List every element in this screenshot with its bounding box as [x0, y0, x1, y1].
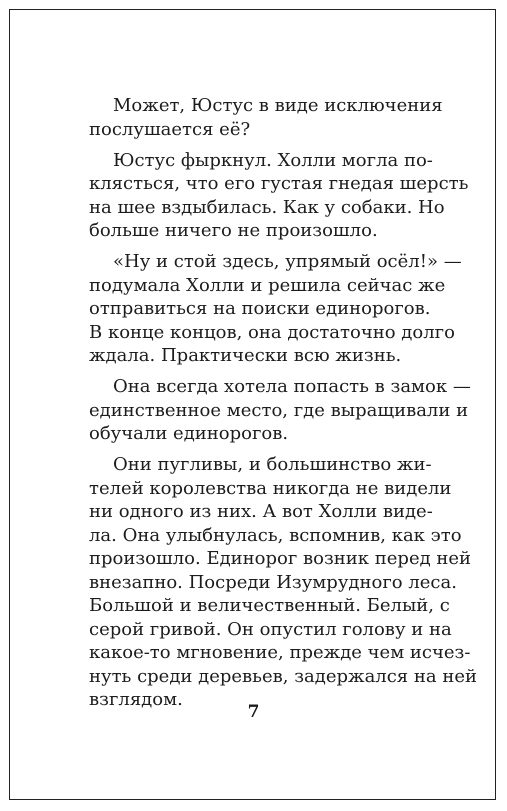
- text-line: внезапно. Посреди Изумрудного леса.: [89, 571, 457, 593]
- text-line: нуть среди деревьев, задержался на ней: [89, 665, 477, 687]
- page-number: 7: [247, 702, 260, 722]
- text-line: ждала. Практически всю жизнь.: [89, 345, 402, 366]
- text-line: послушается её?: [89, 118, 251, 140]
- text-line: Они пугливы, и большинство жи-: [113, 454, 432, 475]
- paragraph-1: [89, 94, 443, 141]
- text-line: телей королевства никогда не видели: [89, 477, 452, 499]
- text-line: «Ну и стой здесь, упрямый осёл!» —: [113, 251, 462, 272]
- text-line: Юстус фыркнул. Холли могла по-: [113, 149, 433, 171]
- text-line: обучали единорогов.: [89, 423, 289, 444]
- page-frame: [9, 9, 496, 800]
- text-line: Она всегда хотела попасть в замок —: [113, 376, 471, 397]
- text-line: Может, Юстус в виде исключения: [113, 95, 443, 116]
- text-line: какое-то мгновение, прежде чем исчез-: [89, 642, 471, 663]
- text-line: клясться, что его густая гнедая шерсть: [89, 173, 469, 194]
- paragraph-5: [89, 453, 477, 712]
- text-line: на шее вздыбилась. Как у собаки. Но: [89, 196, 445, 218]
- text-line: единственное место, где выращивали и: [89, 399, 469, 421]
- body-text: [89, 94, 477, 719]
- text-line: подумала Холли и решила сейчас же: [89, 274, 446, 296]
- text-line: ла. Она улыбнулась, вспомнив, как это: [89, 524, 462, 546]
- text-line: серой гривой. Он опустил голову и на: [89, 618, 452, 640]
- text-line: взглядом.: [89, 689, 183, 710]
- text-line: В конце концов, она достаточно долго: [89, 321, 455, 343]
- text-line: отправиться на поиски единорогов.: [89, 298, 431, 319]
- paragraph-3: [89, 250, 462, 368]
- text-line: произошло. Единорог возник перед ней: [89, 548, 472, 569]
- paragraph-4: [89, 375, 471, 446]
- paragraph-2: [89, 149, 469, 243]
- text-line: ни одного из них. А вот Холли виде-: [89, 501, 433, 522]
- text-line: больше ничего не произошло.: [89, 220, 378, 241]
- text-line: Большой и величественный. Белый, с: [89, 595, 450, 616]
